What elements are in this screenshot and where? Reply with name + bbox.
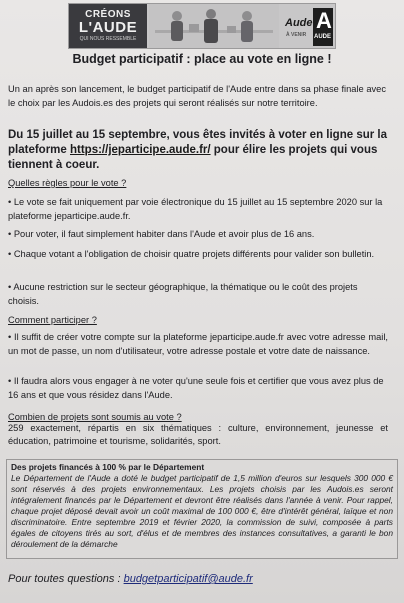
funding-box-title: Des projets financés à 100 % par le Département xyxy=(11,462,205,472)
platform-link[interactable]: https://jeparticipe.aude.fr/ xyxy=(70,144,211,156)
rule-item: • Pour voter, il faut simplement habiter dans l'Aude et avoir plus de 16 ans. xyxy=(8,229,315,239)
rule-item: • Aucune restriction sur le secteur géographique, la thématique ou le coût des projets choisis. xyxy=(8,282,358,306)
funding-box-body: Le Département de l'Aude a doté le budget participatif de 1,5 million d'euros sur lesquels 300 000 € sont réservés à des projets environnementaux. Les projets choisis par les Audois.es seront intégralement financés par le Département et devront être réalisés dans l'année à venir. Pour rappel, chaque projet déposé devait avoir un coût maximal de 100 000 €, être d'intérêt général, laïque et non discriminatoire. Entre septembre 2019 et février 2020, la commission de suivi, composée à parts égales de citoyens tirés au sort, d'élus et de membres des instances consultatives, a garanti le bon déroulement de la démarche xyxy=(11,473,393,549)
intro-paragraph: Un an après son lancement, le budget participatif de l'Aude entre dans sa phase finale avec le choix par les Audois.es des projets qui seront réalisés sur notre territoire. xyxy=(8,84,386,108)
vote-dates-paragraph xyxy=(8,128,388,173)
rule-item: • Chaque votant a l'obligation de choisir quatre projets différents pour valider son bulletin. xyxy=(8,249,375,259)
rules-heading: Quelles règles pour le vote ? xyxy=(8,178,127,188)
rule-item: • Le vote se fait uniquement par voie électronique du 15 juillet au 15 septembre 2020 sur la plateforme jeparticipe.aude.fr. xyxy=(8,197,383,221)
vote-dates-text-end: pour élire les projets qui vous tiennent à coeur. xyxy=(8,144,378,171)
campaign-line-1: CRÉONS xyxy=(85,9,131,20)
contact-label: Pour toutes questions : xyxy=(8,573,124,585)
campaign-line-2: L'AUDE xyxy=(78,19,138,36)
aude-logo xyxy=(277,8,333,46)
funding-box xyxy=(6,459,398,559)
how-item: • Il suffit de créer votre compte sur la plateforme jeparticipe.aude.fr avec votre adresse mail, un mot de passe, un nom d'utilisateur, votre adresse postale et votre date de naissance. xyxy=(8,332,388,356)
campaign-logo xyxy=(69,4,147,48)
header-banner xyxy=(68,3,336,49)
aude-tagline: À VENIR xyxy=(286,32,307,38)
count-heading: Combien de projets sont soumis au vote ? xyxy=(8,412,182,422)
aude-a-icon xyxy=(313,8,333,46)
campaign-line-3: QUI NOUS RESSEMBLE xyxy=(79,36,137,42)
contact-line xyxy=(8,572,253,586)
people-illustration xyxy=(149,4,279,48)
page-title: Budget participatif : place au vote en ligne ! xyxy=(72,52,332,66)
contact-email-link[interactable]: budgetparticipatif@aude.fr xyxy=(123,573,253,585)
how-item: • Il faudra alors vous engager à ne voter qu'une seule fois et certifier que vous avez plus de 16 ans et que vous résidez dans l'Aude. xyxy=(8,376,384,400)
aude-a-letter: A xyxy=(316,8,332,33)
how-heading: Comment participer ? xyxy=(8,315,97,325)
count-paragraph: 259 exactement, répartis en six thématiques : culture, environnement, jeunesse et éducation, patrimoine et tourisme, solidarités, sport. xyxy=(8,423,388,446)
aude-script-text: Aude xyxy=(285,17,313,29)
vote-dates-text: Du 15 juillet au 15 septembre, vous êtes invités à voter en ligne sur la plateforme xyxy=(8,129,388,156)
aude-word: AUDE xyxy=(314,34,332,40)
